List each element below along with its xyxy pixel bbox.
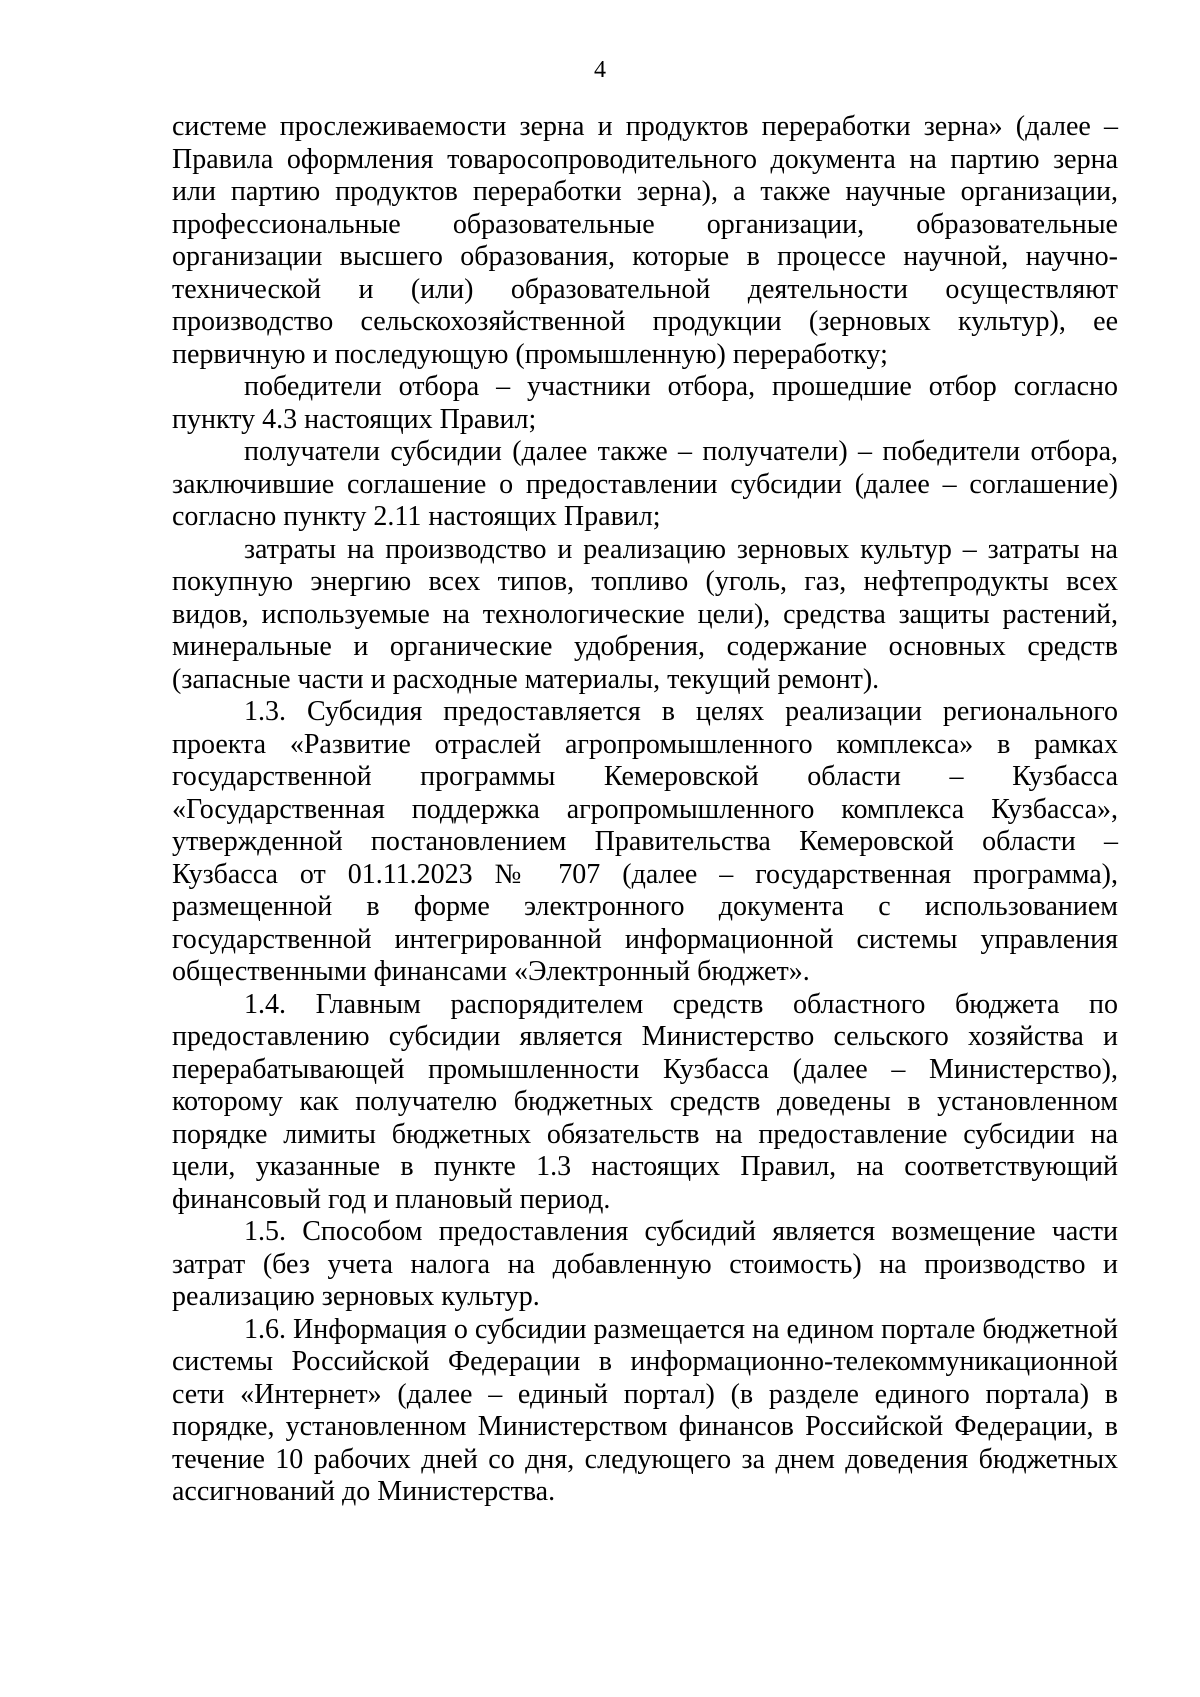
- paragraph-section-1-3: 1.3. Субсидия предоставляется в целях реализации регионального проекта «Развитие отраслей агропромышленного комплекса» в рамках государственной программы Кемеровской области – Кузбасса «Государственная поддержка агропромышленного комплекса Кузбасса», утвержденной постановлением Правительства Кемеровской области – Кузбасса от 01.11.2023 № 707 (далее – государственная программа), размещенной в форме электронного документа с использованием государственной интегрированной информационной системы управления общественными финансами «Электронный бюджет».: [172, 696, 1118, 987]
- paragraph-subsidy-recipients: получатели субсидии (далее также – получатели) – победители отбора, заключившие соглашение о предоставлении субсидии (далее – соглашение) согласно пункту 2.11 настоящих Правил;: [172, 436, 1118, 532]
- document-body: [172, 111, 1118, 1509]
- paragraph-production-costs: затраты на производство и реализацию зерновых культур – затраты на покупную энергию всех типов, топливо (уголь, газ, нефтепродукты всех видов, используемые на технологические цели), средства защиты растений, минеральные и органические удобрения, содержание основных средств (запасные части и расходные материалы, текущий ремонт).: [172, 533, 1118, 695]
- paragraph-section-1-4: 1.4. Главным распорядителем средств областного бюджета по предоставлению субсидии является Министерство сельского хозяйства и перерабатывающей промышленности Кузбасса (далее – Министерство), которому как получателю бюджетных средств доведены в установленном порядке лимиты бюджетных обязательств на предоставление субсидии на цели, указанные в пункте 1.3 настоящих Правил, на соответствующий финансовый год и плановый период.: [172, 988, 1118, 1215]
- page-number: 4: [594, 57, 606, 83]
- paragraph-section-1-5: 1.5. Способом предоставления субсидий является возмещение части затрат (без учета налога на добавленную стоимость) на производство и реализацию зерновых культур.: [172, 1216, 1118, 1312]
- paragraph-section-1-6: 1.6. Информация о субсидии размещается на едином портале бюджетной системы Российской Федерации в информационно-телекоммуникационной сети «Интернет» (далее – единый портал) (в разделе единого портала) в порядке, установленном Министерством финансов Российской Федерации, в течение 10 рабочих дней со дня, следующего за днем доведения бюджетных ассигнований до Министерства.: [172, 1313, 1118, 1507]
- paragraph-definitions-continued: системе прослеживаемости зерна и продуктов переработки зерна» (далее – Правила оформления товаросопроводительного документа на партию зерна или партию продуктов переработки зерна), а также научные организации, профессиональные образовательные организации, образовательные организации высшего образования, которые в процессе научной, научно-технической и (или) образовательной деятельности осуществляют производство сельскохозяйственной продукции (зерновых культур), ее первичную и последующую (промышленную) переработку;: [172, 111, 1118, 370]
- paragraph-selection-winners: победители отбора – участники отбора, прошедшие отбор согласно пункту 4.3 настоящих Правил;: [172, 371, 1118, 435]
